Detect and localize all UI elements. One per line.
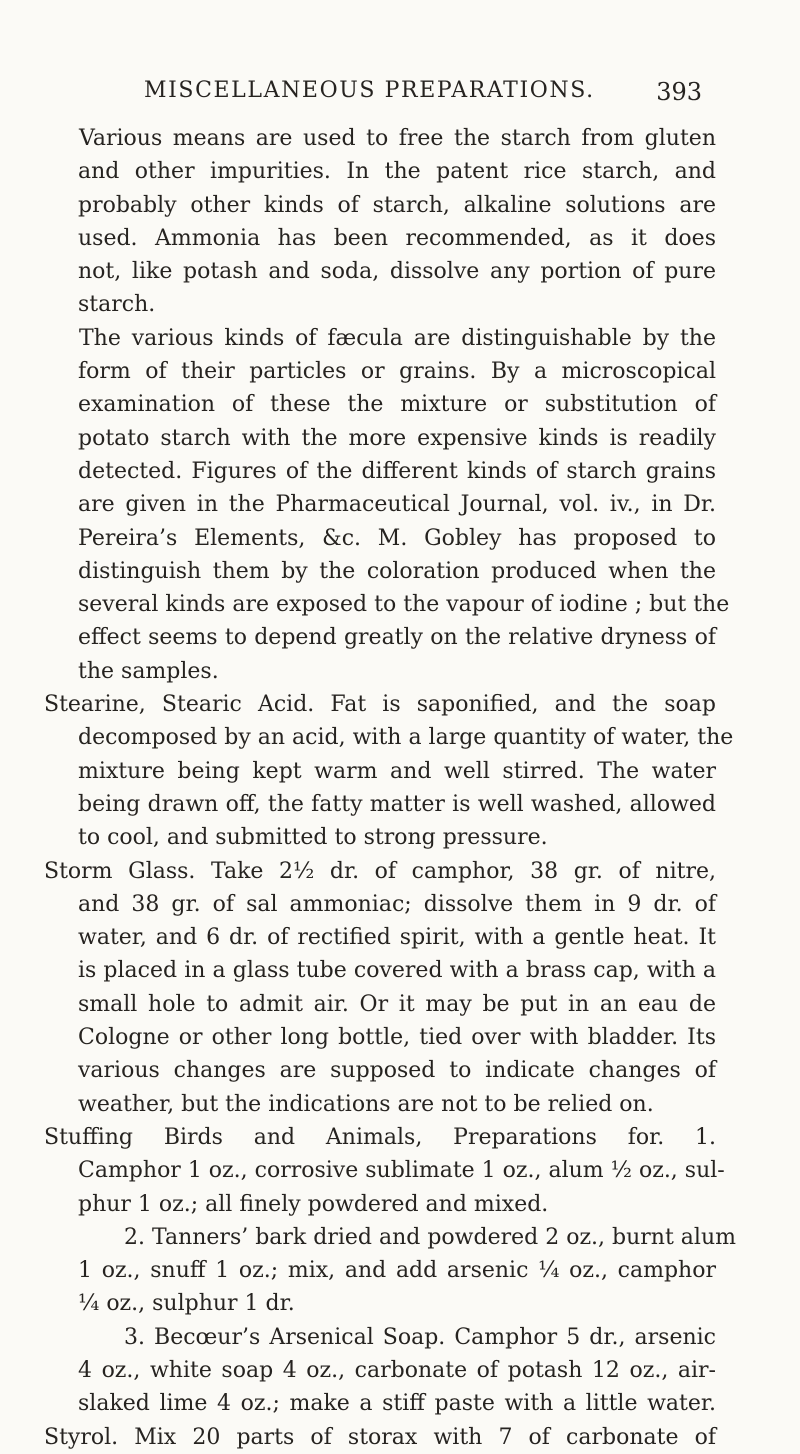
text-line: the samples.: [78, 658, 219, 684]
text-line: small hole to admit air. Or it may be put in an eau de: [78, 991, 716, 1017]
text-line: and 38 gr. of sal ammoniac; dissolve them in 9 dr. of: [78, 891, 716, 917]
text-line: ¼ oz., sulphur 1 dr.: [78, 1291, 295, 1317]
page-number: 393: [656, 78, 702, 106]
running-title: MISCELLANEOUS PREPARATIONS.: [144, 78, 595, 103]
text-line: The various kinds of fæcula are distinguishable by the: [79, 325, 716, 351]
text-line: is placed in a glass tube covered with a brass cap, with a: [78, 958, 716, 984]
text-line: Various means are used to free the starch from gluten: [79, 126, 716, 151]
text-line: slaked lime 4 oz.; make a stiff paste with a little water.: [78, 1391, 716, 1417]
text-line: weather, but the indications are not to be relied on.: [78, 1091, 654, 1117]
text-line: potato starch with the more expensive kinds is readily: [78, 425, 716, 451]
text-line: Camphor 1 oz., corrosive sublimate 1 oz., alum ½ oz., sul-: [78, 1158, 725, 1184]
text-line: 1 oz., snuff 1 oz.; mix, and add arsenic ¼ oz., camphor: [78, 1258, 716, 1284]
text-line: detected. Figures of the different kinds of starch grains: [78, 458, 716, 484]
text-line: starch.: [78, 292, 156, 318]
running-header: [144, 74, 702, 108]
page-body: [44, 122, 736, 1454]
text-line: Cologne or other long bottle, tied over with bladder. Its: [78, 1025, 716, 1051]
text-line: 3. Becœur’s Arsenical Soap. Camphor 5 dr., arsenic: [124, 1324, 716, 1350]
text-line: not, like potash and soda, dissolve any portion of pure: [78, 259, 716, 285]
text-line: 2. Tanners’ bark dried and powdered 2 oz., burnt alum: [124, 1224, 736, 1250]
entry-heading-line: Stuffing Birds and Animals, Preparations for. 1.: [44, 1124, 716, 1150]
text-line: mixture being kept warm and well stirred. The water: [78, 758, 716, 784]
text-line: probably other kinds of starch, alkaline solutions are: [78, 192, 716, 218]
text-line: being drawn off, the fatty matter is well washed, allowed: [78, 791, 716, 817]
entry-heading-line: Stearine, Stearic Acid. Fat is saponified, and the soap: [44, 692, 716, 718]
entry-heading-line: Styrol. Mix 20 parts of storax with 7 of carbonate of: [44, 1424, 716, 1450]
text-line: used. Ammonia has been recommended, as it does: [78, 225, 716, 251]
text-line: decomposed by an acid, with a large quantity of water, the: [78, 725, 734, 751]
text-line: form of their particles or grains. By a microscopical: [78, 359, 716, 385]
text-line: phur 1 oz.; all finely powdered and mixed.: [78, 1191, 549, 1217]
text-line: water, and 6 dr. of rectified spirit, with a gentle heat. It: [78, 925, 716, 951]
text-line: various changes are supposed to indicate changes of: [78, 1058, 716, 1084]
text-line: are given in the Pharmaceutical Journal, vol. iv., in Dr.: [78, 492, 716, 518]
text-line: to cool, and submitted to strong pressure.: [78, 825, 548, 851]
text-line: Pereira’s Elements, &c. M. Gobley has proposed to: [78, 525, 716, 551]
text-line: several kinds are exposed to the vapour of iodine ; but the: [78, 592, 730, 618]
text-line: and other impurities. In the patent rice starch, and: [78, 159, 716, 185]
text-line: distinguish them by the coloration produced when the: [78, 558, 716, 584]
entry-heading-line: Storm Glass. Take 2½ dr. of camphor, 38 gr. of nitre,: [44, 858, 716, 884]
text-line: effect seems to depend greatly on the relative dryness of: [78, 625, 716, 651]
text-line: examination of these the mixture or substitution of: [78, 392, 716, 418]
text-line: 4 oz., white soap 4 oz., carbonate of potash 12 oz., air-: [78, 1357, 716, 1383]
